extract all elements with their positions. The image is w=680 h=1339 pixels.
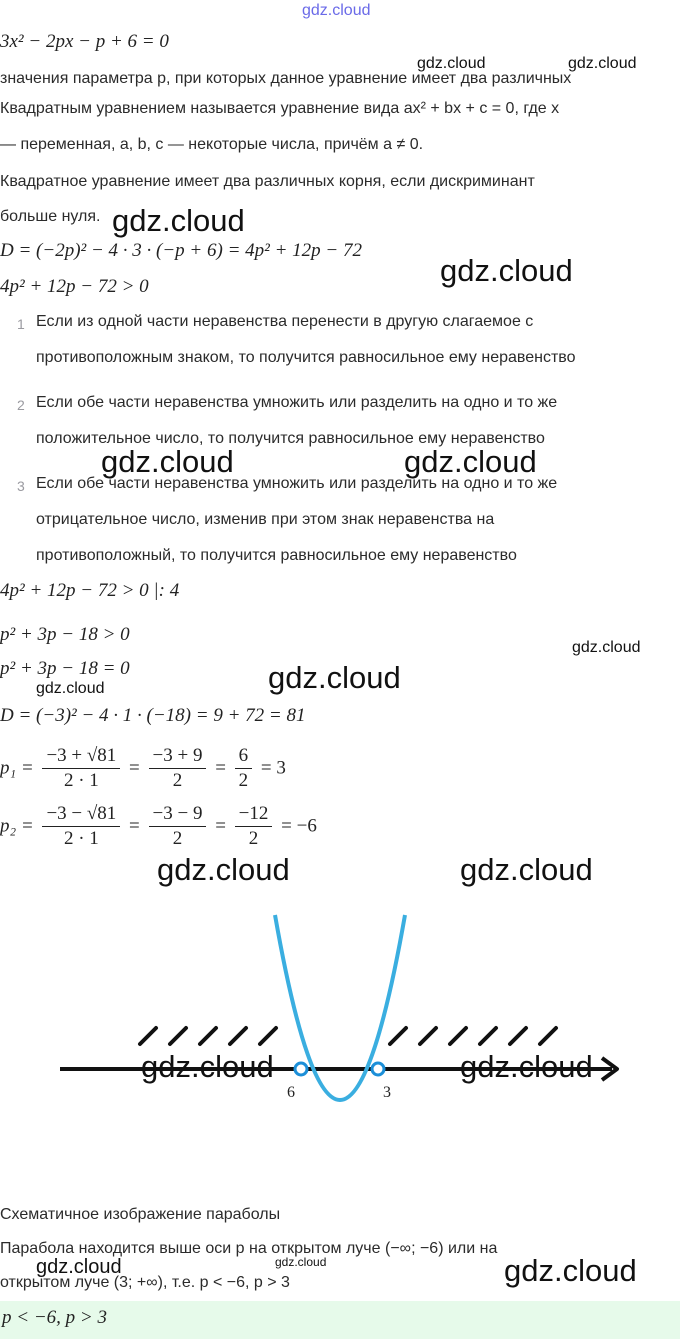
watermark: gdz.cloud <box>417 55 486 72</box>
root-p2-lhs: p₂ = <box>0 815 34 837</box>
watermark: gdz.cloud <box>504 1253 637 1288</box>
watermark: gdz.cloud <box>36 680 105 697</box>
root-point-right <box>372 1063 384 1075</box>
equation: 3x² − 2px − p + 6 = 0 <box>0 31 169 52</box>
watermark: gdz.cloud <box>36 1256 122 1278</box>
root-p1: p₁ = $\frac{-3 + √81}{2 \cdot 1}$ = $\frac{-3 + 9}{2}$ = $\frac{6}{2}$ = 3 <box>0 745 286 791</box>
parabola-diagram <box>0 900 680 1140</box>
rule-number-1: 1 <box>17 316 25 332</box>
rule-3-line-2: отрицательное число, изменив при этом знак неравенства на <box>36 511 495 528</box>
watermark: gdz.cloud <box>268 660 401 695</box>
inequality: 4p² + 12p − 72 > 0 <box>0 276 149 297</box>
discriminant-formula: D = (−2p)² − 4 · 3 · (−p + 6) = 4p² + 12p − 72 <box>0 240 362 261</box>
root-p1-result: = 3 <box>260 757 286 779</box>
watermark: gdz.cloud <box>440 253 573 288</box>
conclusion-line-1: Парабола находится выше оси p на открытом луче (−∞; −6) или на <box>0 1240 498 1257</box>
top-watermark: gdz.cloud <box>302 2 371 19</box>
rule-1-line-1: Если из одной части неравенства перенести в другую слагаемое с <box>36 313 534 330</box>
rule-1-line-2: противоположным знаком, то получится равносильное ему неравенство <box>36 349 576 366</box>
step-equation: p² + 3p − 18 = 0 <box>0 658 130 679</box>
diagram-caption: Схематичное изображение параболы <box>0 1206 281 1223</box>
root-p2-fraction-2: $\frac{-3 - 9}{2}$ <box>149 802 207 848</box>
task-line: значения параметра p, при которых данное уравнение имеет два различных <box>0 70 572 87</box>
watermark: gdz.cloud <box>460 1049 593 1084</box>
rule-3-line-1: Если обе части неравенства умножить или разделить на одно и то же <box>36 475 558 492</box>
rule-number-3: 3 <box>17 478 25 494</box>
root-p2: p₂ = $\frac{-3 - √81}{2 \cdot 1}$ = $\frac{-3 - 9}{2}$ = $\frac{-12}{2}$ = −6 <box>0 802 317 848</box>
watermark: gdz.cloud <box>157 852 290 887</box>
root-p1-fraction-3: $\frac{6}{2}$ <box>235 744 253 793</box>
definition-line-1: Квадратным уравнением называется уравнение вида ax² + bx + c = 0, где x <box>0 100 560 117</box>
rule-number-2: 2 <box>17 397 25 413</box>
watermark: gdz.cloud <box>112 203 245 238</box>
rule-3-line-3: противоположный, то получится равносильное ему неравенство <box>36 547 517 564</box>
watermark: gdz.cloud <box>404 444 537 479</box>
conclusion-line-2: открытом луче (3; +∞), т.е. p < −6, p > 3 <box>0 1274 290 1291</box>
rule-2-line-2: положительное число, то получится равносильное ему неравенство <box>36 430 545 447</box>
condition-line-2: больше нуля. <box>0 208 101 225</box>
condition-line-1: Квадратное уравнение имеет два различных корня, если дискриминант <box>0 173 535 190</box>
step-divide: 4p² + 12p − 72 > 0 |: 4 <box>0 580 180 601</box>
root-p2-fraction-3: $\frac{-12}{2}$ <box>235 802 273 848</box>
definition-line-2: — переменная, a, b, c — некоторые числа, причём a ≠ 0. <box>0 136 424 153</box>
root-p1-lhs: p₁ = <box>0 757 34 779</box>
answer-box <box>0 1301 680 1339</box>
watermark: gdz.cloud <box>568 55 637 72</box>
root-label-right: 3 <box>383 1084 391 1101</box>
answer-text: p < −6, p > 3 <box>2 1307 107 1328</box>
root-p1-fraction-1: $\frac{-3 + √81}{2 \cdot 1}$ <box>42 744 120 793</box>
root-point-left <box>295 1063 307 1075</box>
watermark: gdz.cloud <box>275 1255 327 1269</box>
watermark: gdz.cloud <box>460 852 593 887</box>
root-label-left: 6 <box>287 1084 295 1101</box>
hatching-left <box>140 1028 276 1044</box>
root-p2-fraction-1: $\frac{-3 - √81}{2 \cdot 1}$ <box>42 802 120 848</box>
watermark: gdz.cloud <box>101 444 234 479</box>
step-reduced-inequality: p² + 3p − 18 > 0 <box>0 624 130 645</box>
rule-2-line-1: Если обе части неравенства умножить или разделить на одно и то же <box>36 394 558 411</box>
root-p2-result: = −6 <box>281 815 317 837</box>
watermark: gdz.cloud <box>572 639 641 656</box>
root-p1-fraction-2: $\frac{-3 + 9}{2}$ <box>149 744 207 793</box>
step-discriminant: D = (−3)² − 4 · 1 · (−18) = 9 + 72 = 81 <box>0 705 306 726</box>
watermark: gdz.cloud <box>141 1049 274 1084</box>
hatching-right <box>390 1028 556 1044</box>
